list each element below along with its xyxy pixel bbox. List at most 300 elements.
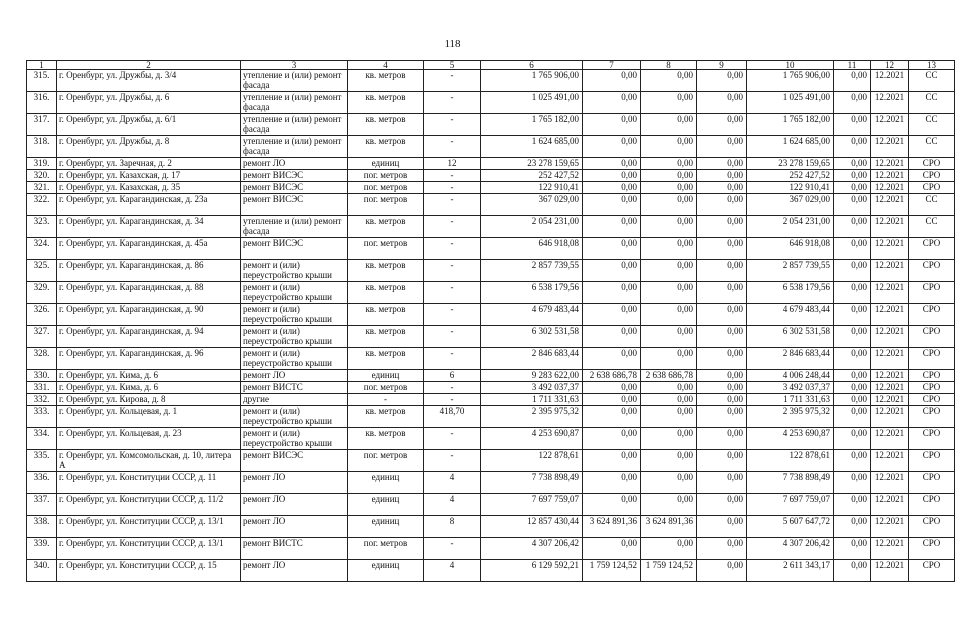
fund-cell: 0,00 [583,450,641,472]
fund-cell: 0,00 [583,70,641,92]
owner-funds-cell: 252 427,52 [747,170,834,182]
other-funds-cell: 0,00 [834,472,871,494]
other-funds-cell: 0,00 [834,282,871,304]
total-cost-cell: 1 711 331,63 [481,394,583,406]
work-type-cell: ремонт ВИСЭС [241,170,348,182]
other-funds-cell: 0,00 [834,370,871,382]
work-type-cell: ремонт и (или) переустройство крыши [241,260,348,282]
completion-date-cell: 12.2021 [871,238,909,260]
table-row [27,114,955,136]
quantity-cell: - [424,194,481,216]
completion-date-cell: 12.2021 [871,114,909,136]
work-type-cell: ремонт ЛО [241,158,348,170]
fund-source-cell: СРО [909,382,955,394]
row-number: 329. [27,282,57,304]
table-row [27,282,955,304]
total-cost-cell: 1 765 182,00 [481,114,583,136]
column-header: 5 [424,61,481,70]
fund-cell: 0,00 [583,216,641,238]
address-cell: г. Оренбург, ул. Дружбы, д. 3/4 [57,70,241,92]
work-type-cell: ремонт ЛО [241,494,348,516]
unit-cell: кв. метров [348,114,424,136]
fund-source-cell: СРО [909,516,955,538]
quantity-cell: - [424,394,481,406]
address-cell: г. Оренбург, ул. Дружбы, д. 8 [57,136,241,158]
unit-cell: единиц [348,158,424,170]
work-type-cell: ремонт ВИСТС [241,538,348,560]
row-number: 327. [27,326,57,348]
address-cell: г. Оренбург, ул. Конституции СССР, д. 13/1 [57,516,241,538]
fund-cell: 0,00 [641,382,697,394]
fund-cell: 0,00 [641,538,697,560]
fund-cell: 0,00 [641,260,697,282]
owner-funds-cell: 7 738 898,49 [747,472,834,494]
address-cell: г. Оренбург, ул. Карагандинская, д. 86 [57,260,241,282]
owner-funds-cell: 2 846 683,44 [747,348,834,370]
fund-cell: 0,00 [697,560,747,582]
completion-date-cell: 12.2021 [871,182,909,194]
fund-cell: 0,00 [697,394,747,406]
table-row [27,194,955,216]
table-row [27,370,955,382]
address-cell: г. Оренбург, ул. Казахская, д. 17 [57,170,241,182]
owner-funds-cell: 2 857 739,55 [747,260,834,282]
owner-funds-cell: 5 607 647,72 [747,516,834,538]
address-cell: г. Оренбург, ул. Казахская, д. 35 [57,182,241,194]
row-number: 339. [27,538,57,560]
work-type-cell: ремонт ЛО [241,370,348,382]
fund-cell: 0,00 [583,494,641,516]
fund-cell: 0,00 [583,326,641,348]
total-cost-cell: 1 025 491,00 [481,92,583,114]
owner-funds-cell: 2 611 343,17 [747,560,834,582]
table-row [27,516,955,538]
row-number: 334. [27,428,57,450]
address-cell: г. Оренбург, ул. Кима, д. 6 [57,382,241,394]
unit-cell: кв. метров [348,260,424,282]
fund-cell: 0,00 [641,348,697,370]
fund-source-cell: СРО [909,538,955,560]
quantity-cell: 12 [424,158,481,170]
column-header: 4 [348,61,424,70]
completion-date-cell: 12.2021 [871,70,909,92]
total-cost-cell: 1 765 906,00 [481,70,583,92]
quantity-cell: - [424,326,481,348]
quantity-cell: 8 [424,516,481,538]
total-cost-cell: 6 129 592,21 [481,560,583,582]
unit-cell: пог. метров [348,538,424,560]
other-funds-cell: 0,00 [834,182,871,194]
owner-funds-cell: 1 025 491,00 [747,92,834,114]
total-cost-cell: 122 878,61 [481,450,583,472]
fund-source-cell: СРО [909,304,955,326]
fund-cell: 0,00 [583,136,641,158]
owner-funds-cell: 23 278 159,65 [747,158,834,170]
work-type-cell: ремонт и (или) переустройство крыши [241,406,348,428]
unit-cell: кв. метров [348,348,424,370]
table-row [27,326,955,348]
fund-cell: 0,00 [697,216,747,238]
other-funds-cell: 0,00 [834,70,871,92]
other-funds-cell: 0,00 [834,516,871,538]
fund-source-cell: СРО [909,394,955,406]
quantity-cell: - [424,238,481,260]
row-number: 324. [27,238,57,260]
fund-cell: 0,00 [583,394,641,406]
fund-cell: 0,00 [697,494,747,516]
quantity-cell: - [424,382,481,394]
total-cost-cell: 4 253 690,87 [481,428,583,450]
work-type-cell: утепление и (или) ремонт фасада [241,70,348,92]
unit-cell: кв. метров [348,216,424,238]
row-number: 320. [27,170,57,182]
column-header: 3 [241,61,348,70]
fund-source-cell: СРО [909,170,955,182]
address-cell: г. Оренбург, ул. Карагандинская, д. 45а [57,238,241,260]
owner-funds-cell: 122 910,41 [747,182,834,194]
completion-date-cell: 12.2021 [871,260,909,282]
owner-funds-cell: 646 918,08 [747,238,834,260]
fund-cell: 0,00 [641,428,697,450]
completion-date-cell: 12.2021 [871,538,909,560]
row-number: 337. [27,494,57,516]
address-cell: г. Оренбург, ул. Дружбы, д. 6/1 [57,114,241,136]
fund-source-cell: СРО [909,370,955,382]
table-row [27,406,955,428]
work-type-cell: ремонт ВИСЭС [241,194,348,216]
row-number: 326. [27,304,57,326]
fund-cell: 0,00 [583,158,641,170]
other-funds-cell: 0,00 [834,538,871,560]
total-cost-cell: 2 857 739,55 [481,260,583,282]
quantity-cell: - [424,538,481,560]
work-type-cell: ремонт ВИСЭС [241,238,348,260]
work-type-cell: ремонт и (или) переустройство крыши [241,304,348,326]
quantity-cell: - [424,182,481,194]
completion-date-cell: 12.2021 [871,326,909,348]
fund-cell: 0,00 [583,348,641,370]
completion-date-cell: 12.2021 [871,170,909,182]
unit-cell: единиц [348,494,424,516]
row-number: 331. [27,382,57,394]
fund-source-cell: СРО [909,282,955,304]
address-cell: г. Оренбург, ул. Карагандинская, д. 88 [57,282,241,304]
fund-source-cell: СРО [909,472,955,494]
table-row [27,472,955,494]
fund-cell: 0,00 [697,326,747,348]
owner-funds-cell: 1 765 906,00 [747,70,834,92]
fund-source-cell: СС [909,136,955,158]
quantity-cell: - [424,136,481,158]
other-funds-cell: 0,00 [834,560,871,582]
completion-date-cell: 12.2021 [871,450,909,472]
unit-cell: пог. метров [348,238,424,260]
owner-funds-cell: 4 006 248,44 [747,370,834,382]
table-row [27,560,955,582]
address-cell: г. Оренбург, ул. Карагандинская, д. 96 [57,348,241,370]
fund-cell: 0,00 [583,114,641,136]
work-type-cell: утепление и (или) ремонт фасада [241,136,348,158]
fund-cell: 0,00 [697,260,747,282]
other-funds-cell: 0,00 [834,382,871,394]
other-funds-cell: 0,00 [834,92,871,114]
fund-cell: 0,00 [697,170,747,182]
fund-cell: 0,00 [697,450,747,472]
work-type-cell: другие [241,394,348,406]
owner-funds-cell: 4 307 206,42 [747,538,834,560]
table-row [27,170,955,182]
fund-cell: 0,00 [697,238,747,260]
completion-date-cell: 12.2021 [871,394,909,406]
address-cell: г. Оренбург, ул. Конституции СССР, д. 13/1 [57,538,241,560]
table-row [27,394,955,406]
quantity-cell: - [424,282,481,304]
fund-cell: 0,00 [641,238,697,260]
address-cell: г. Оренбург, ул. Конституции СССР, д. 11/2 [57,494,241,516]
owner-funds-cell: 4 253 690,87 [747,428,834,450]
other-funds-cell: 0,00 [834,494,871,516]
column-header: 13 [909,61,955,70]
quantity-cell: - [424,114,481,136]
fund-cell: 0,00 [583,194,641,216]
fund-cell: 0,00 [697,158,747,170]
owner-funds-cell: 1 624 685,00 [747,136,834,158]
quantity-cell: - [424,348,481,370]
quantity-cell: - [424,304,481,326]
fund-cell: 0,00 [697,370,747,382]
column-header: 7 [583,61,641,70]
work-type-cell: утепление и (или) ремонт фасада [241,92,348,114]
fund-source-cell: СРО [909,406,955,428]
fund-cell: 0,00 [697,194,747,216]
column-header: 6 [481,61,583,70]
fund-cell: 0,00 [583,406,641,428]
total-cost-cell: 2 054 231,00 [481,216,583,238]
unit-cell: кв. метров [348,304,424,326]
row-number: 321. [27,182,57,194]
quantity-cell: - [424,216,481,238]
fund-cell: 0,00 [697,472,747,494]
completion-date-cell: 12.2021 [871,428,909,450]
fund-cell: 0,00 [697,304,747,326]
owner-funds-cell: 4 679 483,44 [747,304,834,326]
unit-cell: кв. метров [348,282,424,304]
fund-source-cell: СРО [909,182,955,194]
address-cell: г. Оренбург, ул. Конституции СССР, д. 11 [57,472,241,494]
address-cell: г. Оренбург, ул. Кирова, д. 8 [57,394,241,406]
fund-source-cell: СС [909,216,955,238]
other-funds-cell: 0,00 [834,304,871,326]
fund-cell: 0,00 [697,282,747,304]
unit-cell: пог. метров [348,382,424,394]
fund-cell: 0,00 [641,92,697,114]
column-header: 10 [747,61,834,70]
work-type-cell: утепление и (или) ремонт фасада [241,216,348,238]
total-cost-cell: 2 846 683,44 [481,348,583,370]
column-header: 2 [57,61,241,70]
fund-cell: 2 638 686,78 [583,370,641,382]
total-cost-cell: 7 697 759,07 [481,494,583,516]
fund-cell: 0,00 [641,136,697,158]
completion-date-cell: 12.2021 [871,92,909,114]
fund-cell: 0,00 [583,260,641,282]
table-body [27,61,955,582]
total-cost-cell: 646 918,08 [481,238,583,260]
owner-funds-cell: 1 765 182,00 [747,114,834,136]
owner-funds-cell: 1 711 331,63 [747,394,834,406]
table-row [27,348,955,370]
column-header: 11 [834,61,871,70]
work-type-cell: ремонт ЛО [241,560,348,582]
fund-source-cell: СРО [909,260,955,282]
total-cost-cell: 367 029,00 [481,194,583,216]
fund-cell: 0,00 [641,70,697,92]
fund-cell: 0,00 [583,538,641,560]
fund-cell: 0,00 [697,136,747,158]
address-cell: г. Оренбург, ул. Карагандинская, д. 94 [57,326,241,348]
fund-source-cell: СС [909,70,955,92]
unit-cell: кв. метров [348,92,424,114]
unit-cell: единиц [348,472,424,494]
unit-cell: пог. метров [348,170,424,182]
completion-date-cell: 12.2021 [871,136,909,158]
work-type-cell: ремонт ВИСТС [241,382,348,394]
address-cell: г. Оренбург, ул. Комсомольская, д. 10, литера А [57,450,241,472]
unit-cell: кв. метров [348,70,424,92]
other-funds-cell: 0,00 [834,158,871,170]
total-cost-cell: 7 738 898,49 [481,472,583,494]
owner-funds-cell: 6 302 531,58 [747,326,834,348]
address-cell: г. Оренбург, ул. Кольцевая, д. 23 [57,428,241,450]
row-number: 336. [27,472,57,494]
other-funds-cell: 0,00 [834,216,871,238]
completion-date-cell: 12.2021 [871,216,909,238]
completion-date-cell: 12.2021 [871,282,909,304]
fund-cell: 0,00 [697,348,747,370]
fund-cell: 0,00 [641,170,697,182]
completion-date-cell: 12.2021 [871,304,909,326]
fund-cell: 0,00 [697,382,747,394]
other-funds-cell: 0,00 [834,194,871,216]
work-type-cell: ремонт ЛО [241,472,348,494]
capital-repair-table [26,60,955,582]
quantity-cell: - [424,260,481,282]
fund-source-cell: СРО [909,326,955,348]
column-header: 9 [697,61,747,70]
total-cost-cell: 6 302 531,58 [481,326,583,348]
work-type-cell: ремонт ЛО [241,516,348,538]
fund-cell: 0,00 [641,406,697,428]
table-row [27,158,955,170]
other-funds-cell: 0,00 [834,114,871,136]
fund-cell: 2 638 686,78 [641,370,697,382]
table-row [27,92,955,114]
fund-source-cell: СС [909,194,955,216]
table-row [27,216,955,238]
fund-cell: 0,00 [583,92,641,114]
row-number: 323. [27,216,57,238]
column-number-header-row [27,61,955,70]
unit-cell: кв. метров [348,428,424,450]
table-row [27,260,955,282]
unit-cell: кв. метров [348,326,424,348]
other-funds-cell: 0,00 [834,394,871,406]
work-type-cell: ремонт и (или) переустройство крыши [241,326,348,348]
work-type-cell: ремонт и (или) переустройство крыши [241,428,348,450]
total-cost-cell: 252 427,52 [481,170,583,182]
fund-cell: 0,00 [697,70,747,92]
completion-date-cell: 12.2021 [871,194,909,216]
unit-cell: кв. метров [348,406,424,428]
column-header: 12 [871,61,909,70]
table-row [27,494,955,516]
address-cell: г. Оренбург, ул. Карагандинская, д. 90 [57,304,241,326]
other-funds-cell: 0,00 [834,406,871,428]
address-cell: г. Оренбург, ул. Кольцевая, д. 1 [57,406,241,428]
fund-source-cell: СРО [909,158,955,170]
fund-cell: 0,00 [583,472,641,494]
fund-cell: 0,00 [641,304,697,326]
other-funds-cell: 0,00 [834,326,871,348]
address-cell: г. Оренбург, ул. Заречная, д. 2 [57,158,241,170]
total-cost-cell: 6 538 179,56 [481,282,583,304]
fund-source-cell: СРО [909,494,955,516]
table-row [27,238,955,260]
total-cost-cell: 2 395 975,32 [481,406,583,428]
other-funds-cell: 0,00 [834,260,871,282]
unit-cell: кв. метров [348,136,424,158]
fund-cell: 0,00 [583,238,641,260]
fund-source-cell: СРО [909,450,955,472]
quantity-cell: - [424,70,481,92]
other-funds-cell: 0,00 [834,238,871,260]
table-row [27,304,955,326]
unit-cell: единиц [348,516,424,538]
total-cost-cell: 122 910,41 [481,182,583,194]
owner-funds-cell: 7 697 759,07 [747,494,834,516]
row-number: 322. [27,194,57,216]
fund-source-cell: СРО [909,238,955,260]
address-cell: г. Оренбург, ул. Карагандинская, д. 23а [57,194,241,216]
unit-cell: пог. метров [348,182,424,194]
work-type-cell: ремонт ВИСЭС [241,450,348,472]
work-type-cell: утепление и (или) ремонт фасада [241,114,348,136]
fund-cell: 0,00 [641,114,697,136]
completion-date-cell: 12.2021 [871,494,909,516]
quantity-cell: - [424,92,481,114]
fund-cell: 3 624 891,36 [583,516,641,538]
work-type-cell: ремонт и (или) переустройство крыши [241,282,348,304]
fund-cell: 0,00 [583,182,641,194]
completion-date-cell: 12.2021 [871,472,909,494]
owner-funds-cell: 2 054 231,00 [747,216,834,238]
total-cost-cell: 1 624 685,00 [481,136,583,158]
quantity-cell: - [424,450,481,472]
fund-source-cell: СС [909,114,955,136]
completion-date-cell: 12.2021 [871,370,909,382]
quantity-cell: 6 [424,370,481,382]
row-number: 330. [27,370,57,382]
total-cost-cell: 9 283 622,00 [481,370,583,382]
row-number: 325. [27,260,57,282]
table-row [27,182,955,194]
fund-cell: 0,00 [583,170,641,182]
completion-date-cell: 12.2021 [871,406,909,428]
unit-cell: пог. метров [348,194,424,216]
unit-cell: пог. метров [348,450,424,472]
completion-date-cell: 12.2021 [871,158,909,170]
other-funds-cell: 0,00 [834,428,871,450]
